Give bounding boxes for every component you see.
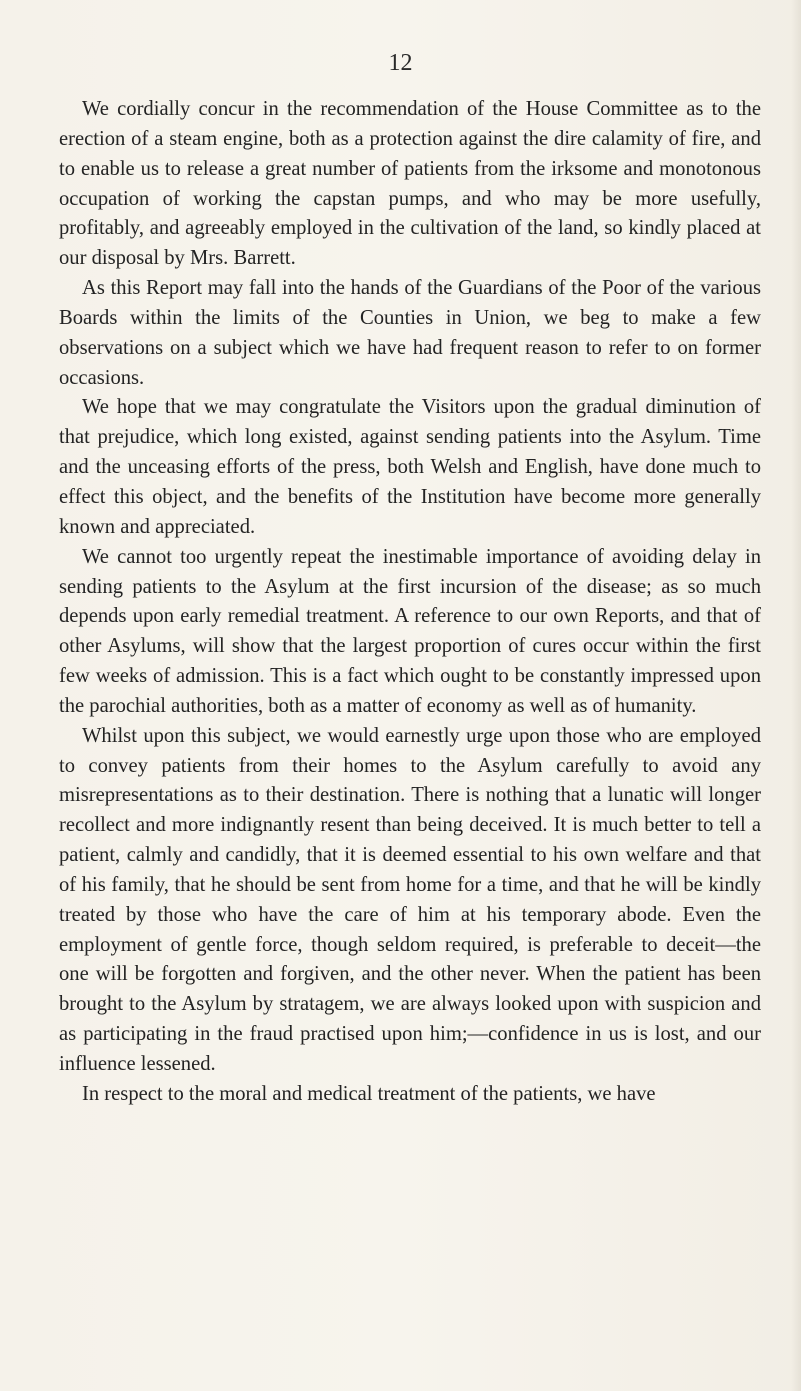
paragraph-guardians: As this Report may fall into the hands of the Guardians of the Poor of the various Boards within the limits of the Counties in Union, we beg to make a few observations on a subject which we have had frequent reason to refer to on former occasions.: [59, 277, 761, 389]
page-edge-shadow: [791, 0, 801, 1391]
paragraph-delay: We cannot too urgently repeat the inestimable importance of avoiding delay in sending patients to the Asylum at the first incursion of the disease; as so much depends upon early remedial treatment. A reference to our own Reports, and that of other Asylums, will show that the largest proportion of cures occur within the first few weeks of admission. This is a fact which ought to be constantly impressed upon the parochial authorities, both as a matter of economy as well as of humanity.: [59, 545, 761, 717]
paragraph-misrepresentation: Whilst upon this subject, we would earnestly urge upon those who are employed to convey patients from their homes to the Asylum carefully to avoid any misrepresentations as to their destination. There is nothing that a lunatic will longer recollect and more indignantly resent than being deceived. It is much better to tell a patient, calmly and candidly, that it is deemed essential to his own welfare and that of his family, that he should be sent from home for a time, and that he will be kindly treated by those who have the care of him at his temporary abode. Even the employment of gentle force, though seldom required, is preferable to deceit—the one will be forgotten and forgiven, and the other never. When the patient has been brought to the Asylum by stratagem, we are always looked upon with suspicion and as participating in the fraud practised upon him;—confidence in us is lost, and our influence lessened.: [59, 724, 761, 1075]
page-number: 12: [388, 50, 413, 76]
body-text: [59, 95, 761, 1110]
paragraph-treatment: In respect to the moral and medical treatment of the patients, we have: [82, 1082, 656, 1105]
paragraph-prejudice: We hope that we may congratulate the Visitors upon the gradual diminution of that prejudice, which long existed, against sending patients into the Asylum. Time and the unceasing efforts of the press, both Welsh and English, have done much to effect this object, and the benefits of the Institution have become more generally known and appreciated.: [59, 396, 761, 538]
paragraph-steam-engine: We cordially concur in the recommendation of the House Committee as to the erection of a steam engine, both as a protection against the dire calamity of fire, and to enable us to release a great number of patients from the irksome and monotonous occupation of working the capstan pumps, and who may be more usefully, profitably, and agreeably employed in the cultivation of the land, so kindly placed at our disposal by Mrs. Barrett.: [59, 98, 761, 270]
